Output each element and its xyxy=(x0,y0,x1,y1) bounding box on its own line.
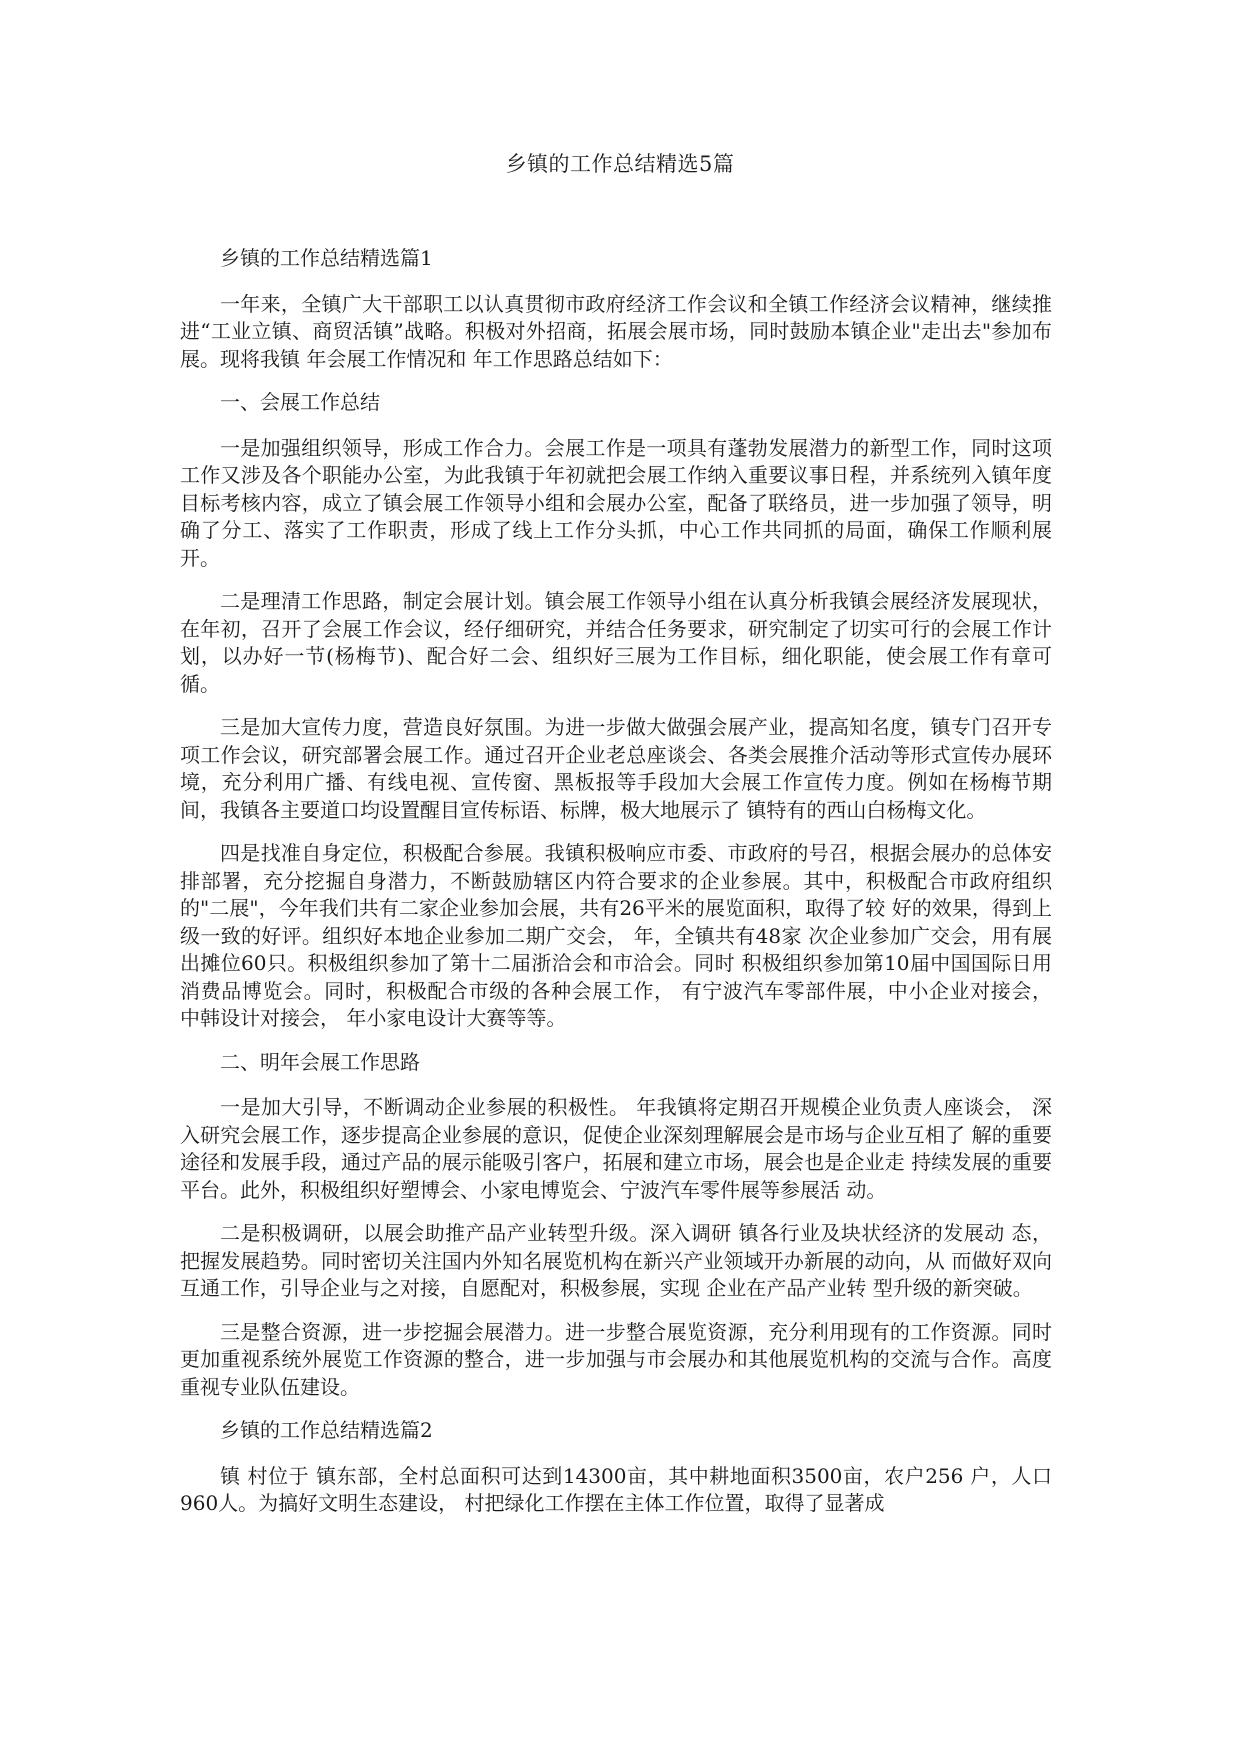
article-heading-1: 乡镇的工作总结精选篇1 xyxy=(220,246,433,270)
body-paragraph: 一是加大引导，不断调动企业参展的积极性。 年我镇将定期召开规模企业负责人座谈会， 深入研究会展工作，逐步提高企业参展的意识，促使企业深刻理解展会是市场与企业互相了 解的重要途径和发展手段，通过产品的展示能吸引客户，拓展和建立市场，展会也是企业走 持续发展的重要平台。此外，积极组织好塑博会、小家电博览会、宁波汽车零件展等参展活 动。 xyxy=(180,1095,1052,1202)
document-body xyxy=(180,245,1052,1534)
body-paragraph: 二是理清工作思路，制定会展计划。镇会展工作领导小组在认真分析我镇会展经济发展现状，在年初，召开了会展工作会议，经仔细研究，并结合任务要求，研究制定了切实可行的会展工作计划，以办好一节(杨梅节)、配合好二会、组织好三展为工作目标，细化职能，使会展工作有章可循。 xyxy=(180,589,1052,696)
body-paragraph: 四是找准自身定位，积极配合参展。我镇积极响应市委、市政府的号召，根据会展办的总体安排部署，充分挖掘自身潜力，不断鼓励辖区内符合要求的企业参展。其中，积极配合市政府组织的"二展"，今年我们共有二家企业参加会展，共有26平米的展览面积，取得了较 好的效果，得到上级一致的好评。组织好本地企业参加二期广交会， 年，全镇共有48家 次企业参加广交会，用有展出摊位60只。积极组织参加了第十二届浙洽会和市洽会。同时 积极组织参加第10届中国国际日用消费品博览会。同时，积极配合市级的各种会展工作， 有宁波汽车零部件展，中小企业对接会， 中韩设计对接会， 年小家电设计大赛等等。 xyxy=(180,841,1052,1030)
section-heading-plan: 二、明年会展工作思路 xyxy=(220,1049,420,1074)
section-heading-summary: 一、会展工作总结 xyxy=(220,390,380,414)
body-paragraph: 三是整合资源，进一步挖掘会展潜力。进一步整合展览资源，充分利用现有的工作资源。同时更加重视系统外展览工作资源的整合，进一步加强与市会展办和其他展览机构的交流与合作。高度重视专业队伍建设。 xyxy=(180,1319,1052,1399)
intro-paragraph: 一年来，全镇广大干部职工以认真贯彻市政府经济工作会议和全镇工作经济会议精神，继续推进“工业立镇、商贸活镇”战略。积极对外招商，拓展会展市场，同时鼓励本镇企业"走出去"参加布展。现将我镇 年会展工作情况和 年工作思路总结如下： xyxy=(180,291,1052,371)
document-title: 乡镇的工作总结精选5篇 xyxy=(505,152,735,176)
body-paragraph: 三是加大宣传力度，营造良好氛围。为进一步做大做强会展产业，提高知名度，镇专门召开专项工作会议，研究部署会展工作。通过召开企业老总座谈会、各类会展推介活动等形式宣传办展环境，充分利用广播、有线电视、宣传窗、黑板报等手段加大会展工作宣传力度。例如在杨梅节期间，我镇各主要道口均设置醒目宣传标语、标牌，极大地展示了 镇特有的西山白杨梅文化。 xyxy=(180,715,1052,822)
body-paragraph: 二是积极调研，以展会助推产品产业转型升级。深入调研 镇各行业及块状经济的发展动 态，把握发展趋势。同时密切关注国内外知名展览机构在新兴产业领域开办新展的动向，从 而做好双向互通工作，引导企业与之对接，自愿配对，积极参展，实现 企业在产品产业转 型升级的新突破。 xyxy=(180,1221,1052,1300)
body-paragraph: 镇 村位于 镇东部，全村总面积可达到14300亩，其中耕地面积3500亩，农户256 户，人口960人。为搞好文明生态建设， 村把绿化工作摆在主体工作位置，取得了显著成 xyxy=(180,1463,1052,1515)
body-paragraph: 一是加强组织领导，形成工作合力。会展工作是一项具有蓬勃发展潜力的新型工作，同时这项工作又涉及各个职能办公室，为此我镇于年初就把会展工作纳入重要议事日程，并系统列入镇年度目标考核内容，成立了镇会展工作领导小组和会展办公室，配备了联络员，进一步加强了领导，明确了分工、落实了工作职责，形成了线上工作分头抓，中心工作共同抓的局面，确保工作顺利展开。 xyxy=(180,435,1052,570)
article-heading-2: 乡镇的工作总结精选篇2 xyxy=(220,1418,433,1442)
